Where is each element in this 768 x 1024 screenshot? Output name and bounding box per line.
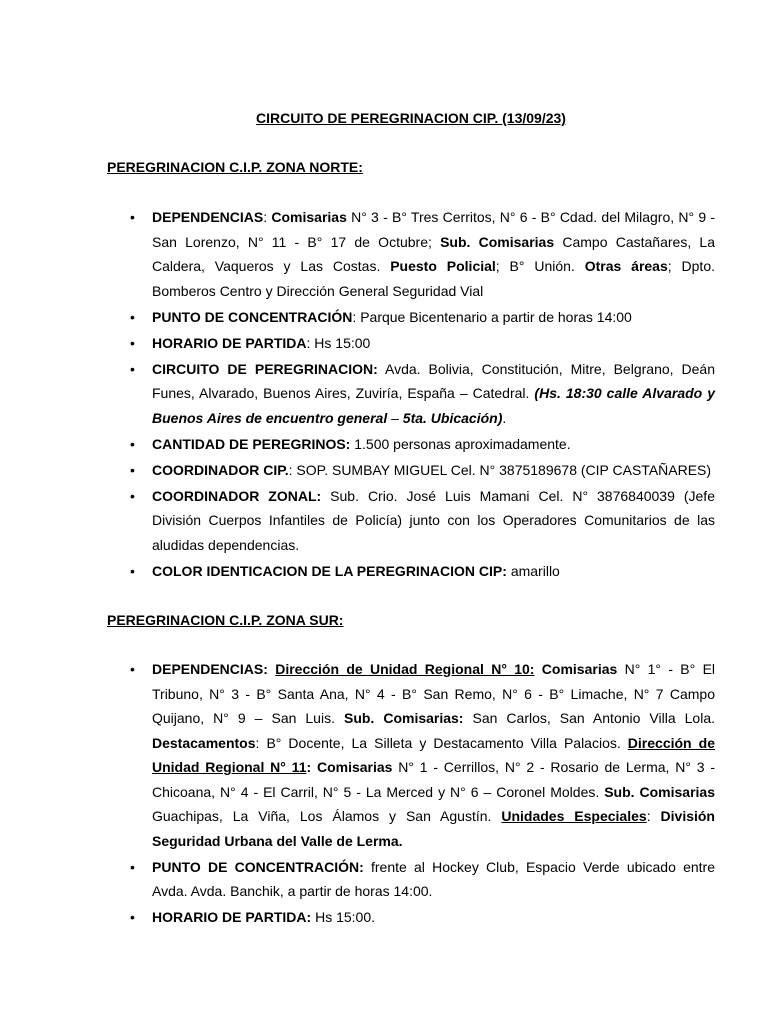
north-zone-heading: PEREGRINACION C.I.P. ZONA NORTE: xyxy=(107,159,363,175)
list-item-south-dependencias: • DEPENDENCIAS: Dirección de Unidad Regional N° 10: Comisarias N° 1° - B° El Tribuno, N° 3 - B° Santa Ana, N° 4 - B° San Remo, N° 6 - B° Limache, N° 7 Campo Quijano, N° 9 – San Luis. Sub. Comisarias: San Carlos, San Antonio Villa Lola. Destacamentos: B° Docente, La Silleta y Destacamento Villa Palacios. Dirección de Unidad Regional N° 11: Comisarias N° 1 - Cerrillos, N° 2 - Rosario de Lerma, N° 3 - Chicoana, N° 4 - El Carril, N° 5 - La Merced y N° 6 – Coronel Moldes. Sub. Comisarias Guachipas, La Viña, Los Álamos y San Agustín. Unidades Especiales: División Seguridad Urbana del Valle de Lerma. xyxy=(152,657,715,853)
list-item-south-punto: • PUNTO DE CONCENTRACIÓN: frente al Hockey Club, Espacio Verde ubicado entre Avda. Avda. Banchik, a partir de horas 14:00. xyxy=(152,855,715,904)
bullet-icon: • xyxy=(130,909,135,925)
bullet-icon: • xyxy=(130,435,135,452)
bullet-icon: • xyxy=(130,487,135,504)
list-item-north-cantidad: • CANTIDAD DE PEREGRINOS: 1.500 personas aproximadamente. xyxy=(152,432,715,457)
bullet-icon: • xyxy=(130,308,135,325)
bullet-icon: • xyxy=(130,209,135,225)
south-zone-heading: PEREGRINACION C.I.P. ZONA SUR: xyxy=(107,612,344,628)
list-item-south-horario: • HORARIO DE PARTIDA: Hs 15:00. xyxy=(152,905,715,930)
bullet-icon: • xyxy=(130,360,135,377)
south-zone-list xyxy=(130,657,716,931)
bullet-icon: • xyxy=(130,461,135,478)
list-item-north-coordinador-cip: • COORDINADOR CIP.: SOP. SUMBAY MIGUEL Cel. N° 3875189678 (CIP CASTAÑARES) xyxy=(152,458,715,483)
bullet-icon: • xyxy=(130,562,135,579)
list-item-north-circuito: • CIRCUITO DE PEREGRINACION: Avda. Bolivia, Constitución, Mitre, Belgrano, Deán Funes, Alvarado, Buenos Aires, Zuviría, España – Catedral. (Hs. 18:30 calle Alvarado y Buenos Aires de encuentro general – 5ta. Ubicación). xyxy=(152,357,715,431)
list-item-north-horario: • HORARIO DE PARTIDA: Hs 15:00 xyxy=(152,331,715,356)
north-zone-list xyxy=(130,205,716,585)
bullet-icon: • xyxy=(130,858,135,875)
list-item-north-color: • COLOR IDENTICACION DE LA PEREGRINACION CIP: amarillo xyxy=(152,559,715,584)
list-item-north-dependencias: • DEPENDENCIAS: Comisarias N° 3 - B° Tres Cerritos, N° 6 - B° Cdad. del Milagro, N° 9 - San Lorenzo, N° 11 - B° 17 de Octubre; Sub. Comisarias Campo Castañares, La Caldera, Vaqueros y Las Costas. Puesto Policial; B° Unión. Otras áreas; Dpto. Bomberos Centro y Dirección General Seguridad Vial xyxy=(152,205,715,303)
page-title: CIRCUITO DE PEREGRINACION CIP. (13/09/23) xyxy=(256,110,566,126)
list-item-north-coordinador-zonal: • COORDINADOR ZONAL: Sub. Crio. José Luis Mamani Cel. N° 3876840039 (Jefe División Cuerpos Infantiles de Policía) junto con los Operadores Comunitarios de las aludidas dependencias. xyxy=(152,484,715,558)
bullet-icon: • xyxy=(130,334,135,351)
bullet-icon: • xyxy=(130,661,135,677)
list-item-north-punto: • PUNTO DE CONCENTRACIÓN: Parque Bicentenario a partir de horas 14:00 xyxy=(152,305,715,330)
